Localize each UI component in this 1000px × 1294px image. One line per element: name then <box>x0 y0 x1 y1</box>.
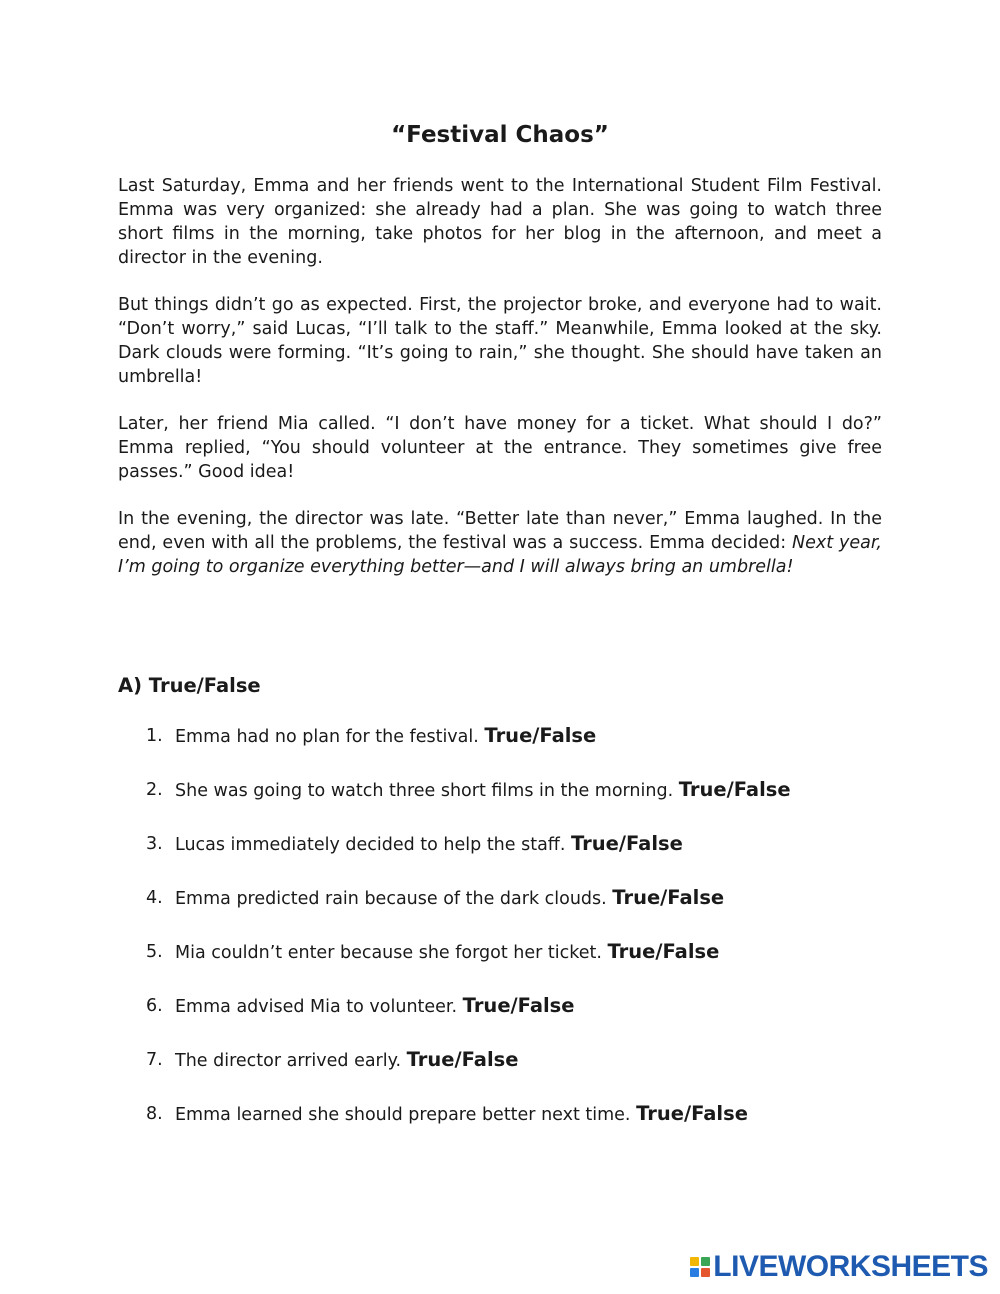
question-number: 2. <box>146 780 163 800</box>
true-false-answer[interactable]: True/False <box>636 1102 748 1125</box>
question-number: 3. <box>146 834 163 854</box>
liveworksheets-logo <box>690 1252 988 1282</box>
question-item <box>118 774 882 828</box>
question-text <box>175 720 596 753</box>
true-false-answer[interactable]: True/False <box>612 886 725 909</box>
story-paragraph-3: Later, her friend Mia called. “I don’t have money for a ticket. What should I do?” Emma replied, “You should volunteer at the entrance. They sometimes give free passes.” Good idea! <box>118 414 882 482</box>
section-heading: A) True/False <box>118 674 261 697</box>
question-number: 5. <box>146 942 163 962</box>
question-text <box>175 882 724 915</box>
question-statement: Lucas immediately decided to help the staff. <box>175 835 566 855</box>
liveworksheets-logo-icon <box>690 1257 710 1277</box>
question-item <box>118 936 882 990</box>
true-false-answer[interactable]: True/False <box>462 994 575 1017</box>
story-paragraph-4-italic: Next year, I’m going to organize everything better—and I will always bring an umbrella! <box>118 533 882 577</box>
question-item <box>118 882 882 936</box>
true-false-answer[interactable]: True/False <box>678 778 791 801</box>
true-false-answer[interactable]: True/False <box>484 724 597 747</box>
question-text <box>175 1098 748 1131</box>
logo-tile-green <box>701 1257 710 1266</box>
question-statement: Emma had no plan for the festival. <box>175 727 479 747</box>
question-item <box>118 1098 882 1152</box>
question-text <box>175 936 719 969</box>
story-paragraph-1: Last Saturday, Emma and her friends went to the International Student Film Festival. Emma was very organized: she already had a plan. She was going to watch three short films in the morning, take photos for her blog in the afternoon, and meet a director in the evening. <box>118 176 882 268</box>
story-paragraph-2: But things didn’t go as expected. First, the projector broke, and everyone had to wait. “Don’t worry,” said Lucas, “I’ll talk to the staff.” Meanwhile, Emma looked at the sky. Dark clouds were forming. “It’s going to rain,” she thought. She should have taken an umbrella! <box>118 295 882 387</box>
logo-tile-blue <box>690 1268 699 1277</box>
question-text <box>175 828 683 861</box>
question-number: 4. <box>146 888 163 908</box>
story-text <box>118 174 882 602</box>
question-item <box>118 720 882 774</box>
logo-wordmark: LIVEWORKSHEETS <box>713 1250 988 1283</box>
logo-tile-yellow <box>690 1257 699 1266</box>
true-false-answer[interactable]: True/False <box>607 940 720 963</box>
question-number: 6. <box>146 996 163 1016</box>
page-title: “Festival Chaos” <box>391 122 609 148</box>
question-statement: Emma learned she should prepare better next time. <box>175 1105 631 1125</box>
question-statement: She was going to watch three short films in the morning. <box>175 781 674 801</box>
true-false-answer[interactable]: True/False <box>406 1048 519 1071</box>
story-paragraph-4-text: In the evening, the director was late. “Better late than never,” Emma laughed. In the end, even with all the problems, the festival was a success. Emma decided: <box>118 509 882 553</box>
question-statement: The director arrived early. <box>175 1051 402 1071</box>
story-paragraph-4 <box>118 507 882 579</box>
question-text <box>175 1044 518 1077</box>
question-statement: Mia couldn’t enter because she forgot her ticket. <box>175 943 602 963</box>
question-item <box>118 990 882 1044</box>
true-false-answer[interactable]: True/False <box>571 832 683 855</box>
question-item <box>118 828 882 882</box>
question-item <box>118 1044 882 1098</box>
question-number: 7. <box>146 1050 163 1070</box>
logo-tile-red <box>701 1268 710 1277</box>
question-number: 8. <box>146 1104 163 1124</box>
question-statement: Emma advised Mia to volunteer. <box>175 997 458 1017</box>
question-number: 1. <box>146 726 163 746</box>
question-statement: Emma predicted rain because of the dark clouds. <box>175 889 607 909</box>
question-text <box>175 990 575 1023</box>
question-list <box>118 720 882 1152</box>
question-text <box>175 774 791 807</box>
